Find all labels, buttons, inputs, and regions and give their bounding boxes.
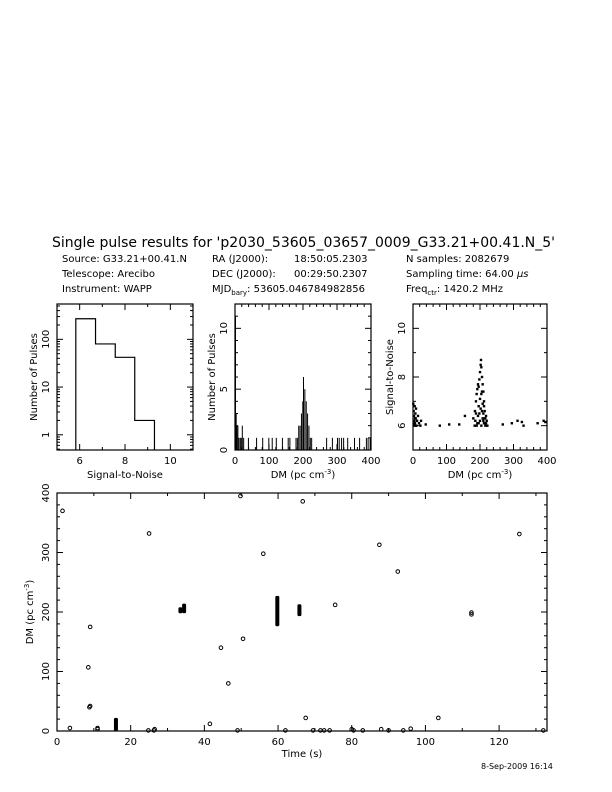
y-axis-label-base: DM (pc cm	[25, 590, 36, 645]
y-tick-label: 10	[41, 380, 52, 394]
data-point	[476, 388, 478, 390]
data-point	[419, 424, 421, 426]
histogram-bar	[96, 344, 116, 450]
data-point	[480, 359, 482, 361]
histogram-bar	[332, 438, 333, 450]
y-axis-label: Number of Pulses	[29, 333, 40, 421]
data-point	[301, 500, 305, 504]
data-point	[88, 625, 92, 629]
histogram-bar	[262, 438, 263, 450]
x-tick-label: 0	[53, 737, 61, 748]
histogram-bar	[240, 438, 241, 450]
data-point	[239, 494, 243, 498]
nsamples-text: N samples: 2082679	[406, 254, 510, 265]
y-tick-label: 100	[41, 329, 52, 349]
data-cluster	[275, 596, 279, 626]
data-point	[396, 570, 400, 574]
data-point	[414, 412, 416, 414]
y-tick-label: 6	[397, 422, 408, 429]
histogram-bar	[337, 438, 338, 450]
x-tick-label: 10	[163, 456, 177, 467]
telescope-text: Telescope: Arecibo	[62, 269, 155, 280]
histogram-bar	[307, 414, 308, 451]
x-tick-label: 0	[409, 456, 417, 467]
y-tick-label: 0	[219, 446, 230, 454]
y-tick-label: 5	[219, 385, 230, 393]
x-tick-label: 100	[436, 456, 457, 467]
x-tick-label: 20	[124, 737, 138, 748]
data-point	[413, 415, 415, 417]
x-axis-label: Time (s)	[281, 749, 323, 760]
histogram-bar	[304, 389, 305, 450]
data-point	[413, 420, 415, 422]
data-point	[536, 422, 538, 424]
data-point	[147, 532, 151, 536]
freq-sub: ctr	[427, 289, 437, 297]
data-point	[479, 371, 481, 373]
snr-histogram-panel	[29, 304, 193, 481]
histogram-bar	[341, 438, 342, 450]
dm-vs-time-panel	[23, 483, 547, 760]
data-point	[485, 415, 487, 417]
data-point	[502, 423, 504, 425]
data-point	[481, 383, 483, 385]
plot-frame	[57, 304, 193, 450]
data-point	[474, 410, 476, 412]
data-point	[483, 400, 485, 402]
histogram-bar	[339, 438, 340, 450]
data-point	[87, 666, 91, 670]
data-point	[420, 420, 422, 422]
histogram-bar	[241, 438, 242, 450]
histogram-bar	[76, 319, 96, 450]
histogram-bar	[301, 414, 302, 451]
data-point	[412, 403, 414, 405]
histogram-bar	[237, 426, 238, 450]
histogram-bar	[326, 438, 327, 450]
histogram-bar	[308, 426, 309, 450]
plot-frame	[413, 304, 547, 450]
x-axis-label	[271, 468, 336, 481]
footer-date: 8-Sep-2009 16:14	[481, 762, 553, 771]
data-point	[477, 405, 479, 407]
data-point	[378, 543, 382, 547]
sampling-unit: μs	[516, 269, 529, 280]
y-tick-label: 10	[219, 321, 230, 335]
data-point	[477, 415, 479, 417]
histogram-bar	[243, 438, 244, 450]
histogram-bar	[236, 426, 237, 450]
x-tick-label: 8	[121, 456, 129, 467]
histogram-bar	[303, 377, 304, 450]
x-tick-label: 80	[345, 737, 359, 748]
data-point	[477, 386, 479, 388]
histogram-bar	[135, 420, 155, 450]
data-point	[304, 716, 308, 720]
data-point	[437, 716, 441, 720]
header-col1	[61, 254, 187, 295]
data-point	[241, 637, 245, 641]
data-point	[521, 421, 523, 423]
data-point	[483, 405, 485, 407]
data-point	[516, 420, 518, 422]
x-axis-label-sup: -3	[324, 468, 332, 476]
data-cluster	[114, 718, 118, 731]
data-point	[464, 415, 466, 417]
histogram-bar	[311, 438, 312, 450]
x-axis-label-base: DM (pc cm	[270, 470, 325, 481]
histogram-bar	[115, 357, 134, 450]
data-point	[414, 424, 416, 426]
data-point	[262, 552, 266, 556]
data-point	[474, 420, 476, 422]
ra-value: 18:50:05.2303	[294, 254, 368, 265]
x-tick-label: 200	[470, 456, 490, 467]
histogram-bar	[347, 438, 348, 450]
mjd-value: : 53605.046784982856	[247, 284, 365, 295]
header-col2	[212, 254, 368, 297]
x-tick-label: 300	[327, 456, 347, 467]
histogram-bar	[248, 438, 249, 450]
x-tick-label: 120	[489, 737, 509, 748]
data-point	[481, 376, 483, 378]
data-point	[415, 407, 417, 409]
data-point	[458, 423, 460, 425]
y-tick-label: 100	[41, 661, 52, 682]
data-point	[208, 722, 212, 726]
x-axis-label: Signal-to-Noise	[87, 470, 163, 481]
data-point	[219, 646, 223, 650]
data-point	[414, 417, 416, 419]
data-point	[483, 417, 485, 419]
sampling-label: Sampling time: 64.00	[406, 269, 517, 280]
source-text: Source: G33.21+00.41.N	[62, 254, 187, 265]
y-tick-label: 10	[397, 321, 408, 335]
y-axis-label-sup: -3	[23, 583, 31, 591]
data-point	[478, 378, 480, 380]
data-point	[479, 420, 481, 422]
histogram-bar	[296, 438, 297, 450]
header-col3	[406, 254, 529, 297]
x-tick-label: 40	[198, 737, 211, 748]
data-point	[475, 393, 477, 395]
y-axis-label	[23, 580, 36, 645]
x-axis-label-sup: -3	[501, 468, 509, 476]
histogram-bar	[310, 438, 311, 450]
histogram-outline	[76, 319, 155, 450]
mjd-sub: bary	[231, 289, 248, 297]
data-cluster	[182, 604, 186, 614]
histogram-bar	[238, 438, 239, 450]
data-point	[481, 390, 483, 392]
y-axis-label: Number of Pulses	[207, 333, 218, 421]
histogram-bar	[282, 438, 283, 450]
y-axis-label: Signal-to-Noise	[385, 339, 396, 415]
sampling-text	[406, 269, 529, 280]
data-point	[478, 412, 480, 414]
histogram-bar	[297, 438, 298, 450]
x-tick-label: 400	[361, 456, 381, 467]
data-point	[475, 424, 477, 426]
x-tick-label: 100	[259, 456, 279, 467]
data-point	[511, 422, 513, 424]
x-tick-label: 400	[537, 456, 557, 467]
data-point	[476, 422, 478, 424]
figure-title: Single pulse results for 'p2030_53605_03657_0009_G33.21+00.41.N_5'	[52, 235, 556, 251]
histogram-bar	[289, 438, 290, 450]
y-tick-label: 8	[397, 373, 408, 381]
data-point	[479, 407, 481, 409]
data-point	[409, 727, 413, 731]
data-point	[483, 410, 485, 412]
freq-label: Freq	[406, 284, 428, 295]
x-tick-label: 300	[503, 456, 524, 467]
data-point	[480, 424, 482, 426]
x-axis-label-end: )	[331, 470, 336, 481]
dec-value: 00:29:50.2307	[294, 269, 368, 280]
data-point	[417, 415, 419, 417]
data-point	[483, 422, 485, 424]
x-axis-label	[448, 468, 513, 481]
x-tick-label: 100	[415, 737, 435, 748]
data-cluster	[178, 607, 182, 613]
data-point	[479, 364, 481, 366]
data-point	[61, 509, 65, 513]
data-point	[475, 412, 477, 414]
mjd-label: MJD	[212, 284, 232, 295]
data-point	[475, 400, 477, 402]
y-axis-label-end: )	[25, 579, 36, 584]
x-tick-label: 6	[76, 456, 83, 467]
data-point	[480, 366, 482, 368]
data-point	[482, 420, 484, 422]
y-tick-label: 0	[41, 727, 52, 735]
histogram-bar	[268, 438, 269, 450]
data-point	[481, 403, 483, 405]
data-point	[481, 410, 483, 412]
data-point	[418, 422, 420, 424]
histogram-bar	[366, 438, 367, 450]
dec-label: DEC (J2000):	[212, 269, 276, 280]
data-point	[413, 422, 415, 424]
freq-value: : 1420.2 MHz	[436, 284, 504, 295]
x-tick-label: 0	[231, 456, 239, 467]
data-point	[486, 420, 488, 422]
histogram-bar	[276, 438, 277, 450]
data-point	[68, 726, 72, 730]
data-point	[472, 417, 474, 419]
data-point	[413, 405, 415, 407]
data-cluster	[297, 604, 301, 616]
x-tick-label: 200	[293, 456, 313, 467]
histogram-bar	[300, 426, 301, 450]
x-axis-label-end: )	[508, 470, 513, 481]
histogram-bar	[242, 426, 243, 450]
data-point	[448, 423, 450, 425]
histogram-bar	[359, 438, 360, 450]
data-point	[416, 420, 418, 422]
dm-histogram-panel	[207, 304, 381, 481]
histogram-bar	[298, 426, 299, 450]
histogram-bar	[368, 438, 369, 450]
histogram-bar	[370, 438, 371, 450]
data-point	[482, 412, 484, 414]
x-tick-label: 60	[271, 737, 285, 748]
data-point	[544, 421, 546, 423]
data-point	[425, 423, 427, 425]
mjd-text	[212, 284, 365, 297]
snr-vs-dm-panel	[385, 304, 557, 481]
histogram-bar	[354, 438, 355, 450]
y-tick-label: 200	[41, 602, 52, 622]
data-point	[480, 393, 482, 395]
y-tick-label: 300	[41, 542, 52, 563]
y-tick-label: 1	[41, 431, 52, 438]
data-point	[227, 682, 231, 686]
x-axis-label-base: DM (pc cm	[447, 470, 502, 481]
data-point	[412, 410, 414, 412]
data-point	[484, 424, 486, 426]
data-point	[477, 383, 479, 385]
data-point	[439, 424, 441, 426]
histogram-bar	[256, 438, 257, 450]
histogram-bar	[288, 438, 289, 450]
instrument-text: Instrument: WAPP	[62, 284, 152, 295]
histogram-bar	[272, 438, 273, 450]
data-point	[518, 532, 522, 536]
data-point	[522, 424, 524, 426]
ra-label: RA (J2000):	[212, 254, 269, 265]
y-tick-label: 400	[41, 483, 52, 503]
data-point	[479, 398, 481, 400]
data-point	[333, 603, 337, 607]
histogram-bar	[343, 438, 344, 450]
freq-text	[406, 284, 503, 297]
histogram-bar	[306, 401, 307, 450]
